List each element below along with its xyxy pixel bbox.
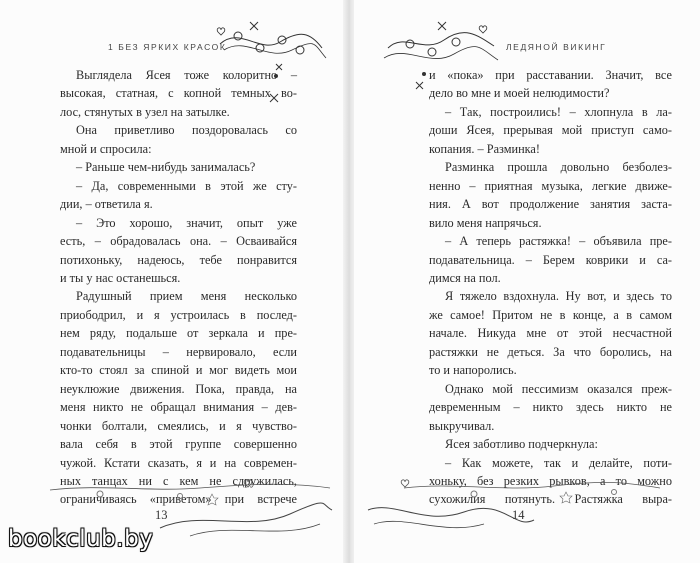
right-page-body-text <box>429 66 672 509</box>
text-line: Ясея заботливо подчеркнула: <box>445 437 598 452</box>
text-line: чужой. Кстати сказать, я и на современ- <box>60 455 297 470</box>
text-line: меня никто не обращал внимания – дев- <box>60 400 297 415</box>
text-line: Выглядела Ясея тоже колоритно – <box>76 68 297 82</box>
watermark-logo-text: bookclub.by <box>8 526 154 552</box>
text-line: то и напоролись. <box>429 363 517 378</box>
decorative-swirl-bottom-right <box>364 470 664 540</box>
text-line: и «пока» при расставании. Значит, все <box>429 68 672 82</box>
text-line: – Как можете, так и делайте, поти- <box>445 455 672 470</box>
text-line: чонки болтали, смеялись, и я чувство- <box>60 418 297 433</box>
text-line: нем ряду, подальше от зеркала и пре- <box>60 326 297 341</box>
text-line: сухожилия потянуть. Растяжка выра- <box>429 492 672 507</box>
text-line: девременным – никто здесь никто не <box>429 400 672 415</box>
text-line: неуклюжие движения. Пока, правда, на <box>60 381 297 396</box>
text-line: кто-то стоял за спиной и мог видеть мои <box>60 363 297 378</box>
text-line: дии, – ответила я. <box>60 197 153 212</box>
text-line: ных танцах ни с кем не сдружилась, <box>60 473 297 488</box>
text-line: – Так, построились! – хлопнула в ла- <box>445 104 672 119</box>
page-number-right: 14 <box>512 508 525 522</box>
text-line: мной и спросила: <box>60 141 152 156</box>
text-line: приободрил, и я устроилась в послед- <box>60 307 297 322</box>
text-line: дело во мне и моей нелюдимости? <box>429 86 610 101</box>
left-page <box>0 0 346 563</box>
text-line: ния. А вот продолжение занятия заста- <box>429 197 672 212</box>
text-line: лос, стянутых в узел на затылке. <box>60 104 230 119</box>
running-head-left: 1 БЕЗ ЯРКИХ КРАСОК <box>108 42 227 52</box>
text-line: есть, – обрадовалась она. – Осваивайся <box>60 234 297 249</box>
text-line: подавательница. – Берем коврики и са- <box>429 252 672 267</box>
text-line: Разминка прошла довольно безболез- <box>445 160 672 175</box>
text-line: – А теперь растяжка! – объявила пре- <box>445 234 672 249</box>
text-line: Радушный прием меня несколько <box>76 289 297 304</box>
left-page-body-text <box>60 66 297 509</box>
text-line: же самое! Притом не в конце, а в самом <box>429 307 672 322</box>
text-line: – Раньше чем-нибудь занималась? <box>76 160 256 175</box>
text-line: хоньку, без резких рывков, а то можно <box>429 473 672 488</box>
right-page <box>354 0 700 563</box>
running-head-right: ЛЕДЯНОЙ ВИКИНГ <box>506 42 607 52</box>
page-number-left: 13 <box>155 508 168 522</box>
text-line: доши Ясея, прерывая мой приступ само- <box>429 123 672 138</box>
text-line: растяжки не деться. За что боролись, на <box>429 344 672 359</box>
text-line: – Да, современными в этой же сту- <box>76 178 297 193</box>
text-line: вала себя в этой группе совершенно <box>60 437 297 452</box>
text-line: высокая, статная, с копной темных во- <box>60 86 297 101</box>
text-line: Я тяжело вздохнула. Ну вот, и здесь то <box>445 289 672 304</box>
text-line: подавательницы – нервировало, если <box>60 344 297 359</box>
text-line: и ты у нас останешься. <box>60 270 181 285</box>
text-line: – Это хорошо, значит, опыт уже <box>76 215 297 230</box>
text-line: Она приветливо поздоровалась со <box>76 123 297 138</box>
text-line: димся на пол. <box>429 270 501 285</box>
text-line: ограничиваясь «приветом» при встрече <box>60 492 297 507</box>
text-line: вило меня напрячься. <box>429 215 542 230</box>
text-line: потихоньку, надеюсь, тебе понравится <box>60 252 297 267</box>
text-line: Однако мой пессимизм оказался преж- <box>445 381 672 396</box>
text-line: копания. – Разминка! <box>429 141 540 156</box>
text-line: ненно – приятная музыка, легкие движе- <box>429 178 672 193</box>
text-line: начале. Никуда мне от этой несчастной <box>429 326 672 341</box>
text-line: выкручивал. <box>429 418 495 433</box>
